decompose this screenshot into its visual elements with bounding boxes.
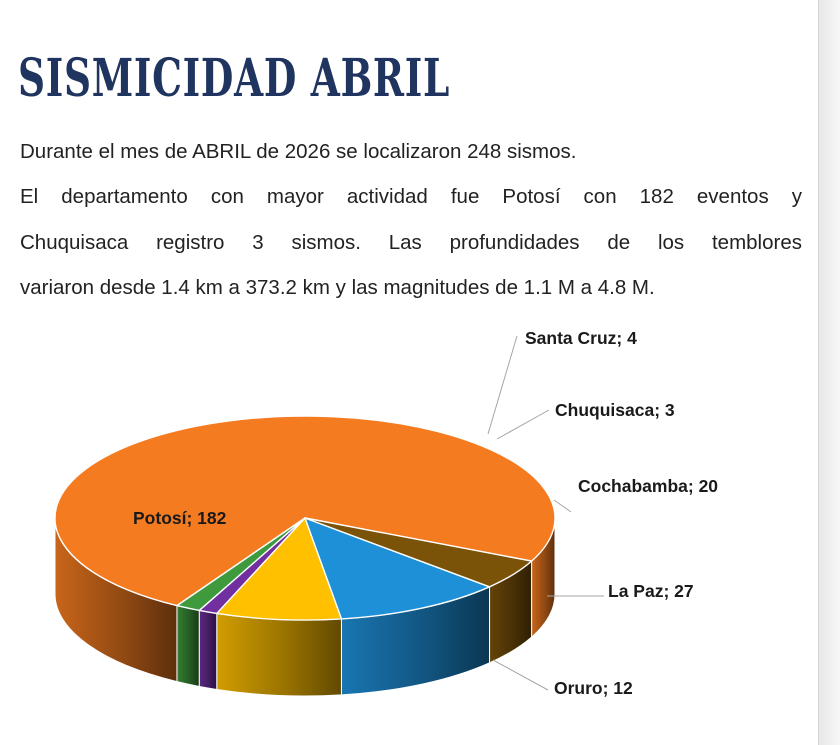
pie-side-chuquisaca (199, 610, 217, 689)
pie-top-faces (55, 416, 555, 620)
data-label-oruro: Oruro; 12 (554, 678, 633, 698)
data-label-potosi: Potosí; 182 (133, 508, 227, 528)
paragraph-line-2: El departamento con mayor actividad fue Potosí con 182 eventos y (20, 185, 802, 208)
pie-side-cochabamba (217, 613, 342, 696)
leader-line-oruro (493, 660, 548, 690)
leader-line-cochabamba (554, 500, 571, 512)
data-label-cochabamba: Cochabamba; 20 (578, 476, 719, 496)
pie-side-santa-cruz (177, 606, 199, 687)
data-label-la-paz: La Paz; 27 (608, 581, 694, 601)
paragraph-line-1: Durante el mes de ABRIL de 2026 se localizaron 248 sismos. (20, 140, 577, 163)
paragraph-line-3: Chuquisaca registro 3 sismos. Las profundidades de los temblores (20, 231, 802, 254)
page-title: SISMICIDAD ABRIL (18, 48, 451, 109)
paragraph-line-4: variaron desde 1.4 km a 373.2 km y las magnitudes de 1.1 M a 4.8 M. (20, 276, 655, 299)
data-label-santa-cruz: Santa Cruz; 4 (525, 328, 637, 348)
data-label-chuquisaca: Chuquisaca; 3 (555, 400, 675, 420)
leader-line-santa-cruz (488, 336, 517, 434)
leader-line-chuquisaca (497, 410, 549, 439)
